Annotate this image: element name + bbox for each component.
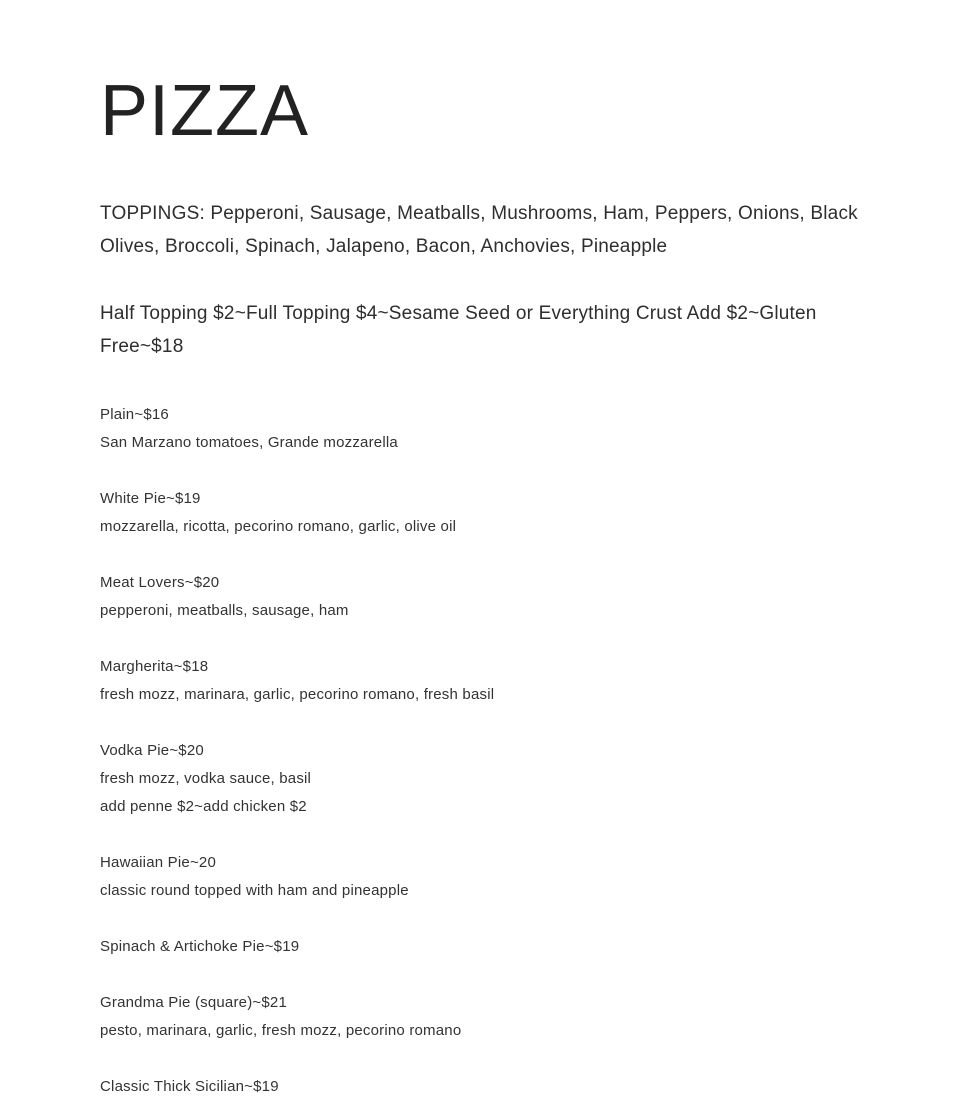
menu-item-desc: pepperoni, meatballs, sausage, ham	[100, 602, 349, 620]
toppings-paragraph: TOPPINGS: Pepperoni, Sausage, Meatballs, Mushrooms, Ham, Peppers, Onions, Black Olives, Broccoli, Spinach, Jalapeno, Bacon, Anchovies, Pineapple	[100, 203, 858, 258]
menu-item-white-pie	[100, 485, 870, 541]
page-title: PIZZA	[100, 71, 310, 151]
menu-item-grandma-pie	[100, 989, 870, 1045]
menu-item-meat-lovers	[100, 569, 870, 625]
menu-item-name: White Pie~$19	[100, 490, 201, 508]
menu-item-desc: add penne $2~add chicken $2	[100, 798, 307, 816]
menu-item-classic-sicilian	[100, 1073, 870, 1101]
pricing-paragraph: Half Topping $2~Full Topping $4~Sesame Seed or Everything Crust Add $2~Gluten Free~$18	[100, 303, 817, 358]
menu-item-desc: fresh mozz, vodka sauce, basil	[100, 770, 312, 788]
menu-item-plain	[100, 401, 870, 457]
menu-item-desc: mozzarella, ricotta, pecorino romano, garlic, olive oil	[100, 518, 457, 536]
menu-item-name: Grandma Pie (square)~$21	[100, 994, 287, 1012]
menu-item-desc: San Marzano tomatoes, Grande mozzarella	[100, 434, 398, 452]
menu-item-name: Meat Lovers~$20	[100, 574, 220, 592]
menu-item-desc: fresh mozz, marinara, garlic, pecorino romano, fresh basil	[100, 686, 495, 704]
menu-item-margherita	[100, 653, 870, 709]
menu-item-hawaiian-pie	[100, 849, 870, 905]
menu-item-name: Hawaiian Pie~20	[100, 854, 216, 872]
menu-item-vodka-pie	[100, 737, 870, 821]
menu-item-desc: pesto, marinara, garlic, fresh mozz, pecorino romano	[100, 1022, 462, 1040]
menu-item-name: Vodka Pie~$20	[100, 742, 204, 760]
menu-item-name: Margherita~$18	[100, 658, 209, 676]
menu-item-desc: classic round topped with ham and pineapple	[100, 882, 409, 900]
menu-item-name: Spinach & Artichoke Pie~$19	[100, 938, 300, 956]
menu-item-name: Plain~$16	[100, 406, 169, 424]
menu-list	[100, 401, 870, 1101]
menu-item-name: Classic Thick Sicilian~$19	[100, 1078, 279, 1096]
menu-item-spinach-artichoke	[100, 933, 870, 961]
